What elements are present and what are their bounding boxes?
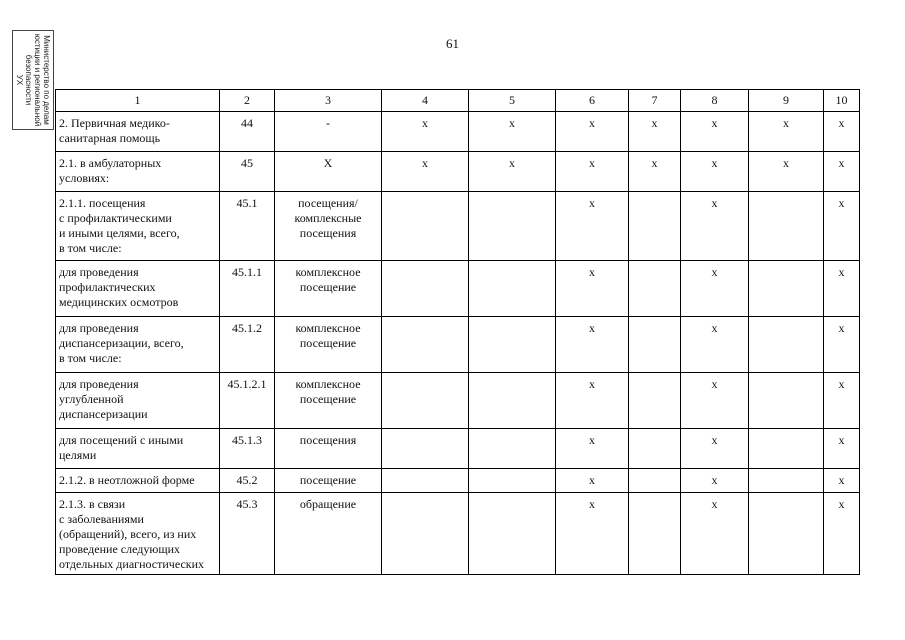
table-cell <box>469 192 556 261</box>
table-cell: х <box>681 261 749 317</box>
table-cell <box>629 469 681 493</box>
data-table <box>55 89 860 575</box>
table-row <box>56 261 860 317</box>
table-cell: х <box>556 192 629 261</box>
table-cell: х <box>469 112 556 152</box>
table-row <box>56 373 860 429</box>
table-cell <box>749 192 824 261</box>
column-header-5: 5 <box>469 90 556 112</box>
table-cell: х <box>556 112 629 152</box>
table-cell: х <box>382 112 469 152</box>
row-label: 2.1. в амбулаторных условиях: <box>56 152 220 192</box>
table-cell: х <box>681 112 749 152</box>
unit-cell: посещения/ комплексные посещения <box>275 192 382 261</box>
column-header-8: 8 <box>681 90 749 112</box>
table-cell: х <box>824 152 860 192</box>
table-cell <box>469 493 556 575</box>
table-cell: х <box>681 152 749 192</box>
row-code: 45 <box>220 152 275 192</box>
table-cell <box>629 192 681 261</box>
table-cell <box>382 429 469 469</box>
row-label: для посещений с иными целями <box>56 429 220 469</box>
table-cell: х <box>556 261 629 317</box>
row-label: 2.1.3. в связи с заболеваниями (обращений), всего, из них проведение следующих отдельных диагностических <box>56 493 220 575</box>
table-cell <box>749 317 824 373</box>
table-cell <box>629 261 681 317</box>
table-row <box>56 469 860 493</box>
table-cell: х <box>824 317 860 373</box>
table-cell: х <box>824 112 860 152</box>
row-label: 2.1.2. в неотложной форме <box>56 469 220 493</box>
table-cell: х <box>629 152 681 192</box>
row-code: 44 <box>220 112 275 152</box>
unit-cell: обращение <box>275 493 382 575</box>
table-cell: х <box>556 429 629 469</box>
table-cell <box>629 429 681 469</box>
row-label: 2.1.1. посещения с профилактическими и иными целями, всего, в том числе: <box>56 192 220 261</box>
row-code: 45.1.2.1 <box>220 373 275 429</box>
column-header-4: 4 <box>382 90 469 112</box>
table-cell <box>382 192 469 261</box>
table-row <box>56 493 860 575</box>
column-header-7: 7 <box>629 90 681 112</box>
table-cell <box>382 317 469 373</box>
registration-stamp <box>12 30 54 130</box>
table-row <box>56 112 860 152</box>
row-label: для проведения диспансеризации, всего, в том числе: <box>56 317 220 373</box>
table-cell <box>629 317 681 373</box>
column-header-2: 2 <box>220 90 275 112</box>
row-code: 45.1.1 <box>220 261 275 317</box>
table-cell <box>469 317 556 373</box>
row-code: 45.1 <box>220 192 275 261</box>
column-header-10: 10 <box>824 90 860 112</box>
table-cell <box>749 373 824 429</box>
table-body <box>56 90 860 575</box>
row-code: 45.1.3 <box>220 429 275 469</box>
table-cell <box>629 373 681 429</box>
row-label: 2. Первичная медико- санитарная помощь <box>56 112 220 152</box>
stamp-line: Министерство по делам <box>42 35 51 125</box>
table-cell <box>469 469 556 493</box>
table-cell <box>749 469 824 493</box>
table-cell: х <box>681 493 749 575</box>
row-code: 45.2 <box>220 469 275 493</box>
table-cell: х <box>824 493 860 575</box>
unit-cell: Х <box>275 152 382 192</box>
table-cell: х <box>469 152 556 192</box>
row-code: 45.3 <box>220 493 275 575</box>
table-cell: х <box>824 373 860 429</box>
table-cell <box>382 493 469 575</box>
page-number: 61 <box>446 36 459 51</box>
table-cell: х <box>556 373 629 429</box>
table-cell: х <box>556 469 629 493</box>
column-header-9: 9 <box>749 90 824 112</box>
table-cell: х <box>556 317 629 373</box>
table-cell: х <box>556 493 629 575</box>
table-cell: х <box>382 152 469 192</box>
table-cell <box>629 493 681 575</box>
row-code: 45.1.2 <box>220 317 275 373</box>
unit-cell: посещение <box>275 469 382 493</box>
table-cell: х <box>681 192 749 261</box>
stamp-line: УХ <box>15 74 24 86</box>
table-cell: х <box>749 112 824 152</box>
table-cell <box>749 429 824 469</box>
stamp-line: юстиции и региональной <box>33 33 42 127</box>
unit-cell: комплексное посещение <box>275 373 382 429</box>
table-row <box>56 429 860 469</box>
table-cell: х <box>681 429 749 469</box>
table-cell: х <box>556 152 629 192</box>
table-cell <box>749 493 824 575</box>
unit-cell: комплексное посещение <box>275 317 382 373</box>
stamp-text <box>15 32 51 128</box>
column-header-1: 1 <box>56 90 220 112</box>
table-cell <box>382 469 469 493</box>
table-cell: х <box>629 112 681 152</box>
table-cell: х <box>824 429 860 469</box>
row-label: для проведения углубленной диспансеризации <box>56 373 220 429</box>
table-cell <box>749 261 824 317</box>
header-row <box>56 90 860 112</box>
unit-cell: комплексное посещение <box>275 261 382 317</box>
stamp-line: безопасности <box>24 54 33 106</box>
table-row <box>56 152 860 192</box>
table-cell: х <box>749 152 824 192</box>
unit-cell: - <box>275 112 382 152</box>
table-cell: х <box>824 469 860 493</box>
table-cell: х <box>681 373 749 429</box>
row-label: для проведения профилактических медицинских осмотров <box>56 261 220 317</box>
column-header-3: 3 <box>275 90 382 112</box>
table-cell <box>469 373 556 429</box>
unit-cell: посещения <box>275 429 382 469</box>
table-cell <box>469 261 556 317</box>
table-cell <box>382 261 469 317</box>
column-header-6: 6 <box>556 90 629 112</box>
table-cell: х <box>824 192 860 261</box>
table-row <box>56 192 860 261</box>
table-cell: х <box>681 469 749 493</box>
table-cell: х <box>824 261 860 317</box>
table-cell <box>469 429 556 469</box>
table-row <box>56 317 860 373</box>
table-cell <box>382 373 469 429</box>
table-cell: х <box>681 317 749 373</box>
